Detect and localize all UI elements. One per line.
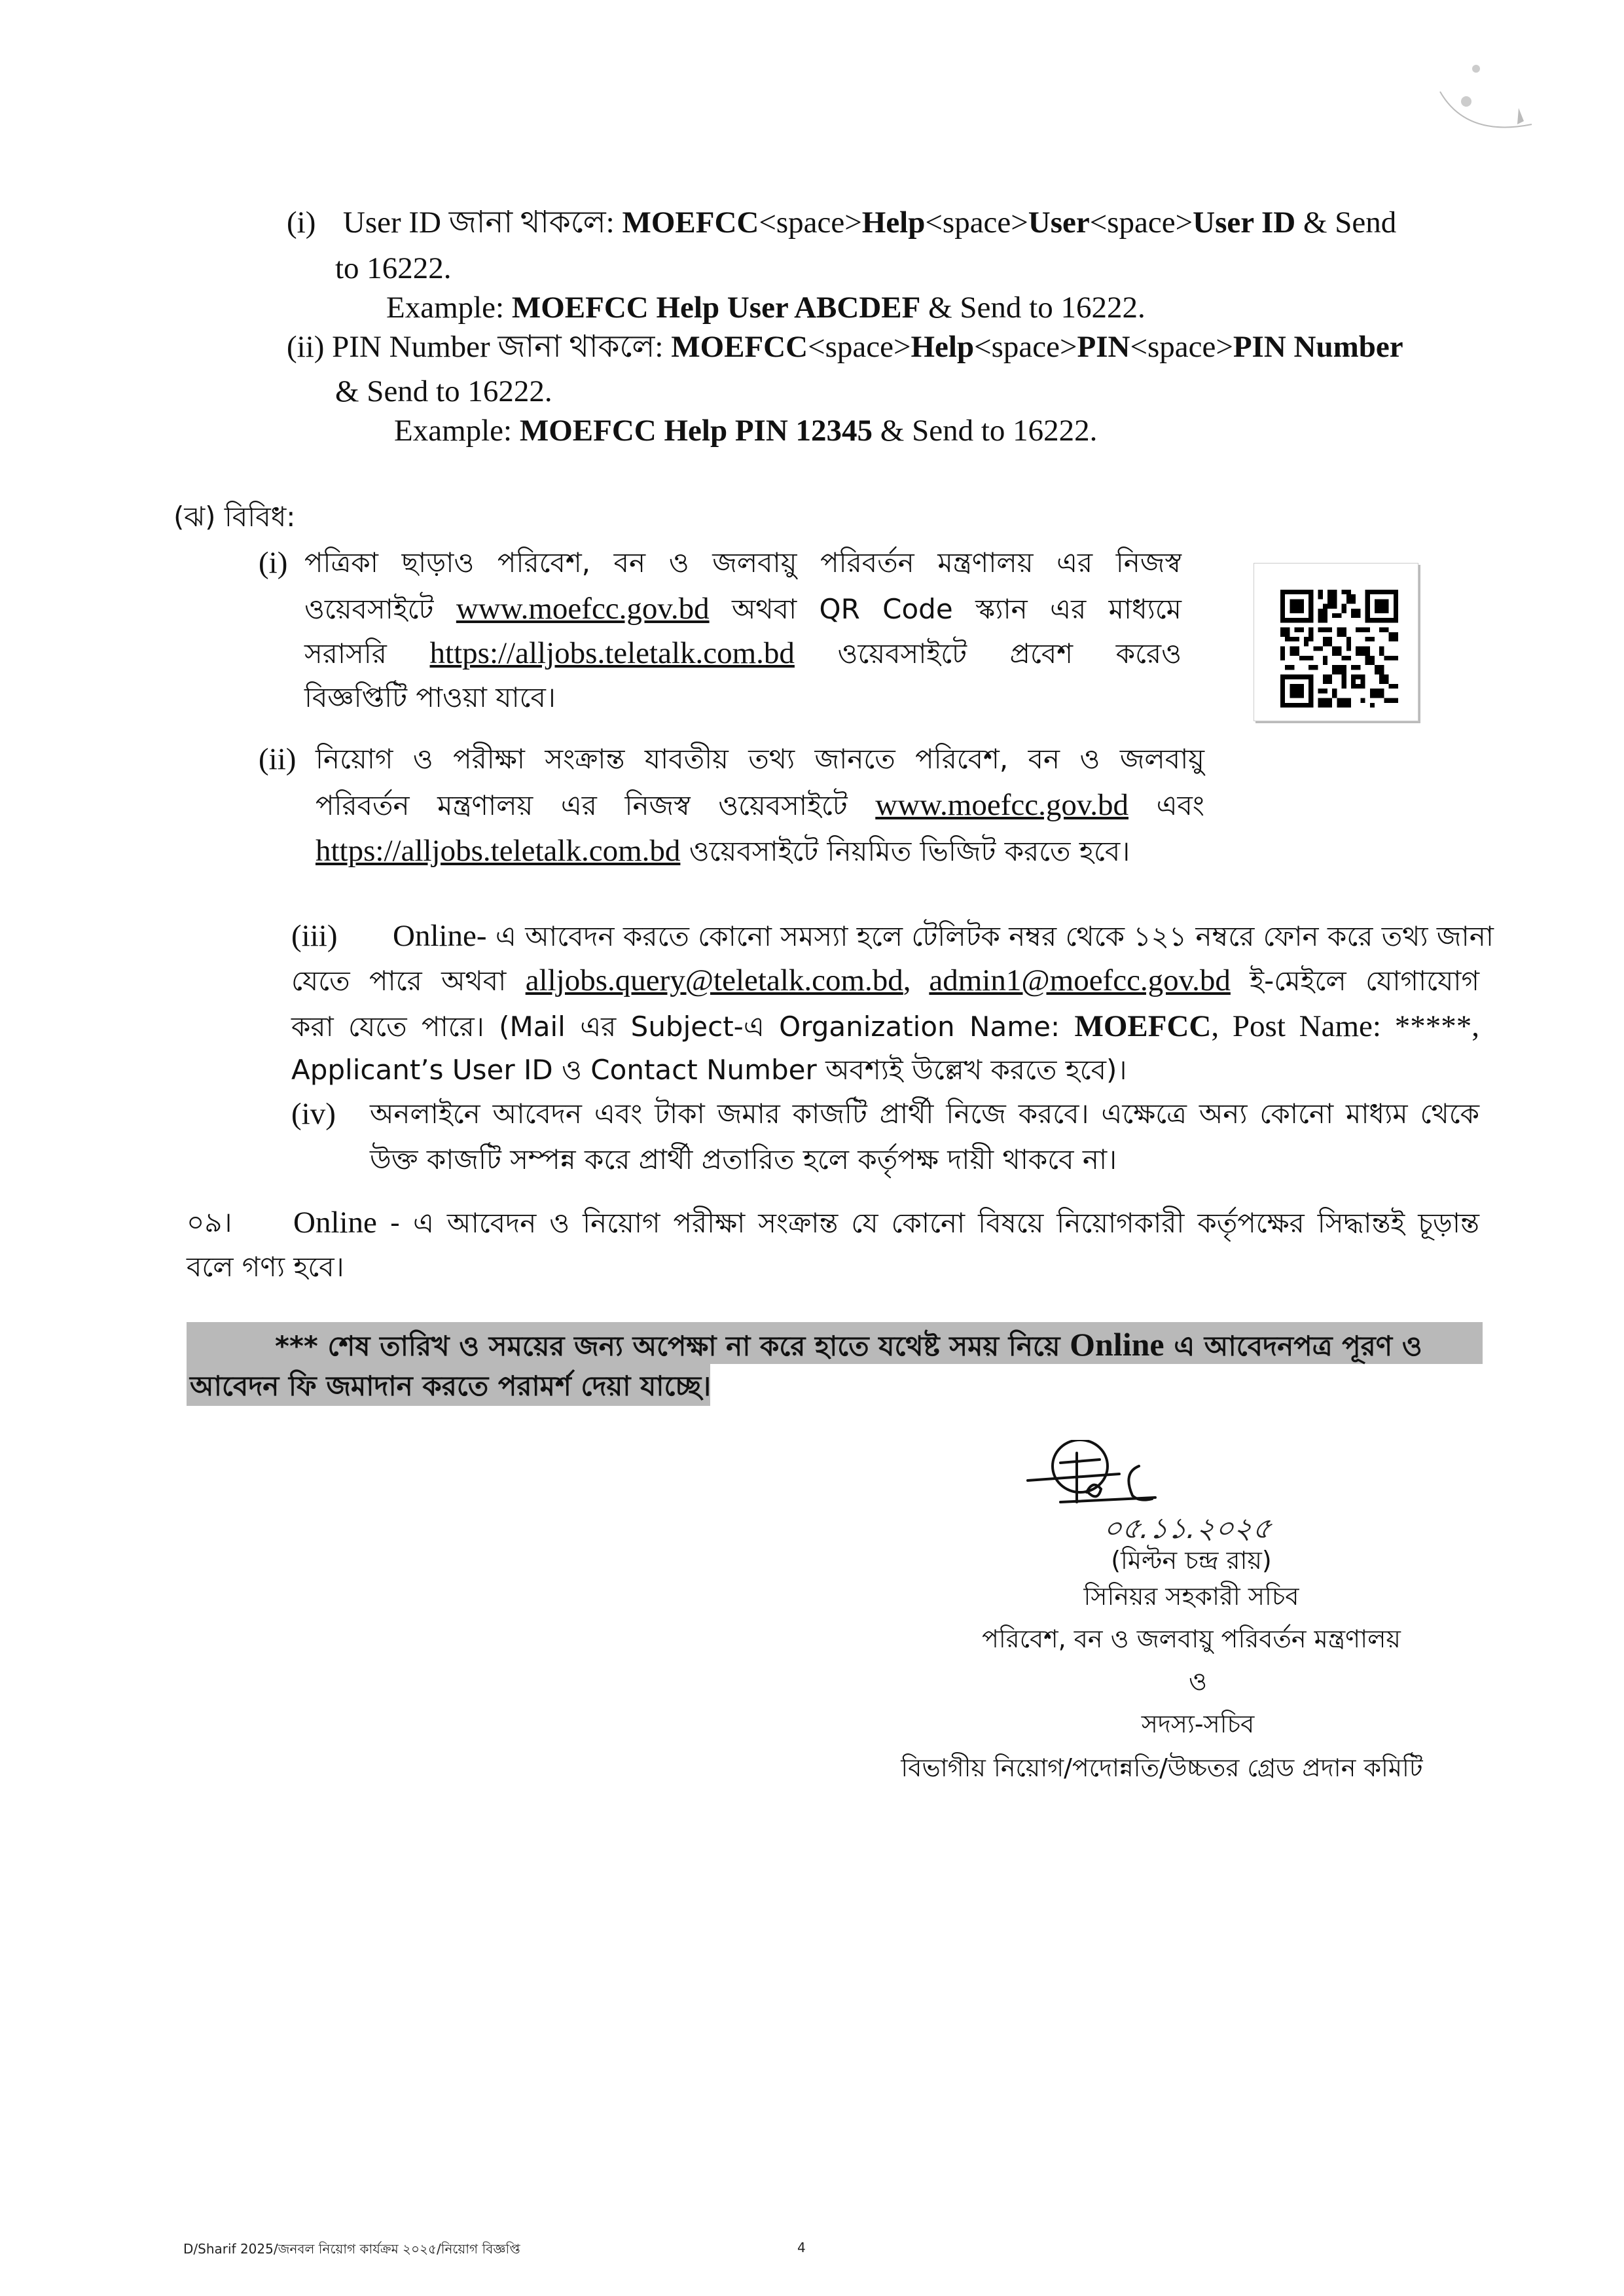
help-item-i-example: Example: MOEFCC Help User ABCDEF & Send to 16222. [386, 291, 1146, 325]
misc-item-iii-line2: যেতে পারে অথবা alljobs.query@teletalk.com.bd, admin1@moefcc.gov.bd ই-মেইলে যোগাযোগ [291, 963, 1479, 997]
signatory-designation: সিনিয়র সহকারী সচিব [1083, 1582, 1299, 1611]
notice-banner-line2: আবেদন ফি জমাদান করতে পরামর্শ দেয়া যাচ্ছে। [190, 1370, 712, 1402]
misc-item-ii-line2: পরিবর্তন মন্ত্রণালয় এর নিজস্ব ওয়েবসাইটে www.moefcc.gov.bd এবং [316, 788, 1204, 822]
misc-item-iii-line1: Online- এ আবেদন করতে কোনো সমস্যা হলে টেলিটক নম্বর থেকে ১২১ নম্বরে ফোন করে তথ্য জানা [393, 919, 1494, 953]
signatory-conjunction: ও [1189, 1667, 1207, 1696]
footer-file-path: D/Sharif 2025/জনবল নিয়োগ কার্যক্রম ২০২৫/নিয়োগ বিজ্ঞপ্তি [183, 2241, 520, 2257]
help-item-ii-marker: (ii) [287, 330, 325, 364]
help-item-ii-line1: (ii) PIN Number জানা থাকলে: MOEFCC<space>Help<space>PIN<space>PIN Number [287, 330, 1403, 364]
misc-item-ii-marker: (ii) [259, 742, 297, 776]
help-item-i-line2: to 16222. [335, 251, 452, 285]
signatory-ministry: পরিবেশ, বন ও জলবায়ু পরিবর্তন মন্ত্রণালয় [982, 1624, 1401, 1653]
footer-page-number: 4 [797, 2240, 806, 2255]
misc-section-heading: (ঝ) বিবিধ: [173, 501, 296, 533]
misc-item-ii-line3: https://alljobs.teletalk.com.bd ওয়েবসাইটে নিয়মিত ভিজিট করতে হবে। [316, 834, 1130, 868]
misc-item-i-marker: (i) [259, 546, 288, 580]
help-item-ii-line2: & Send to 16222. [335, 374, 552, 408]
misc-item-iii-line3: করা যেতে পারে। (Mail এর Subject-এ Organization Name: MOEFCC, Post Name: *****, [291, 1009, 1479, 1043]
misc-item-iv-marker: (iv) [291, 1097, 336, 1131]
misc-item-iv-line1: অনলাইনে আবেদন এবং টাকা জমার কাজটি প্রার্থী নিজে করবে। এক্ষেত্রে অন্য কোনো মাধ্যম থেকে [370, 1098, 1479, 1130]
teletalk-alljobs-link[interactable]: https://alljobs.teletalk.com.bd [429, 636, 795, 670]
notice-banner-line1: *** শেষ তারিখ ও সময়ের জন্য অপেক্ষা না করে হাতে যথেষ্ট সময় নিয়ে Online এ আবেদনপত্র পূরণ ও [275, 1326, 1422, 1363]
moefcc-website-link[interactable]: www.moefcc.gov.bd [456, 592, 710, 626]
misc-item-iii-marker: (iii) [291, 919, 338, 953]
help-item-ii-example: Example: MOEFCC Help PIN 12345 & Send to 16222. [394, 414, 1098, 448]
misc-item-i-line1: পত্রিকা ছাড়াও পরিবেশ, বন ও জলবায়ু পরিবর্তন মন্ত্রণালয় এর নিজস্ব [304, 547, 1182, 579]
handwritten-date: ০৫.১১.২০২৫ [1100, 1512, 1274, 1545]
qr-code-icon [1280, 590, 1398, 708]
help-item-i-line1: (i) User ID জানা থাকলে: MOEFCC<space>Help<space>User<space>User ID & Send [287, 206, 1397, 240]
misc-item-i-line4: বিজ্ঞপ্তিটি পাওয়া যাবে। [304, 681, 556, 713]
teletalk-alljobs-link-2[interactable]: https://alljobs.teletalk.com.bd [316, 834, 681, 868]
clause-09-number: ০৯। [187, 1206, 232, 1238]
misc-item-ii-line1: নিয়োগ ও পরীক্ষা সংক্রান্ত যাবতীয় তথ্য জানতে পরিবেশ, বন ও জলবায়ু [316, 743, 1204, 775]
moefcc-website-link-2[interactable]: www.moefcc.gov.bd [875, 788, 1129, 822]
signatory-name: (মিল্টন চন্দ্র রায়) [1111, 1546, 1272, 1575]
misc-item-iv-line2: উক্ত কাজটি সম্পন্ন করে প্রার্থী প্রতারিত হলে কর্তৃপক্ষ দায়ী থাকবে না। [370, 1143, 1117, 1175]
signatory-role: সদস্য-সচিব [1141, 1710, 1255, 1738]
scan-mark-decoration [1427, 46, 1558, 131]
moefcc-admin-email-link[interactable]: admin1@moefcc.gov.bd [929, 963, 1231, 997]
signatory-committee: বিভাগীয় নিয়োগ/পদোন্নতি/উচ্চতর গ্রেড প্রদান কমিটি [901, 1753, 1423, 1782]
signature-image [1021, 1440, 1178, 1512]
misc-item-iii-line4: Applicant’s User ID ও Contact Number অবশ্যই উল্লেখ করতে হবে)। [291, 1054, 1127, 1086]
misc-item-i-line2: ওয়েবসাইটে www.moefcc.gov.bd অথবা QR Code স্ক্যান এর মাধ্যমে [304, 592, 1182, 626]
qr-code[interactable] [1254, 563, 1418, 721]
clause-09-line2: বলে গণ্য হবে। [187, 1251, 344, 1283]
misc-item-i-line3: সরাসরি https://alljobs.teletalk.com.bd ওয়েবসাইটে প্রবেশ করেও [304, 636, 1182, 670]
clause-09-line1: Online - এ আবেদন ও নিয়োগ পরীক্ষা সংক্রান্ত যে কোনো বিষয়ে নিয়োগকারী কর্তৃপক্ষের সিদ্ধান্তই চূড়ান্ত [293, 1206, 1479, 1240]
help-item-i-marker: (i) [287, 206, 316, 240]
teletalk-query-email-link[interactable]: alljobs.query@teletalk.com.bd [525, 963, 903, 997]
